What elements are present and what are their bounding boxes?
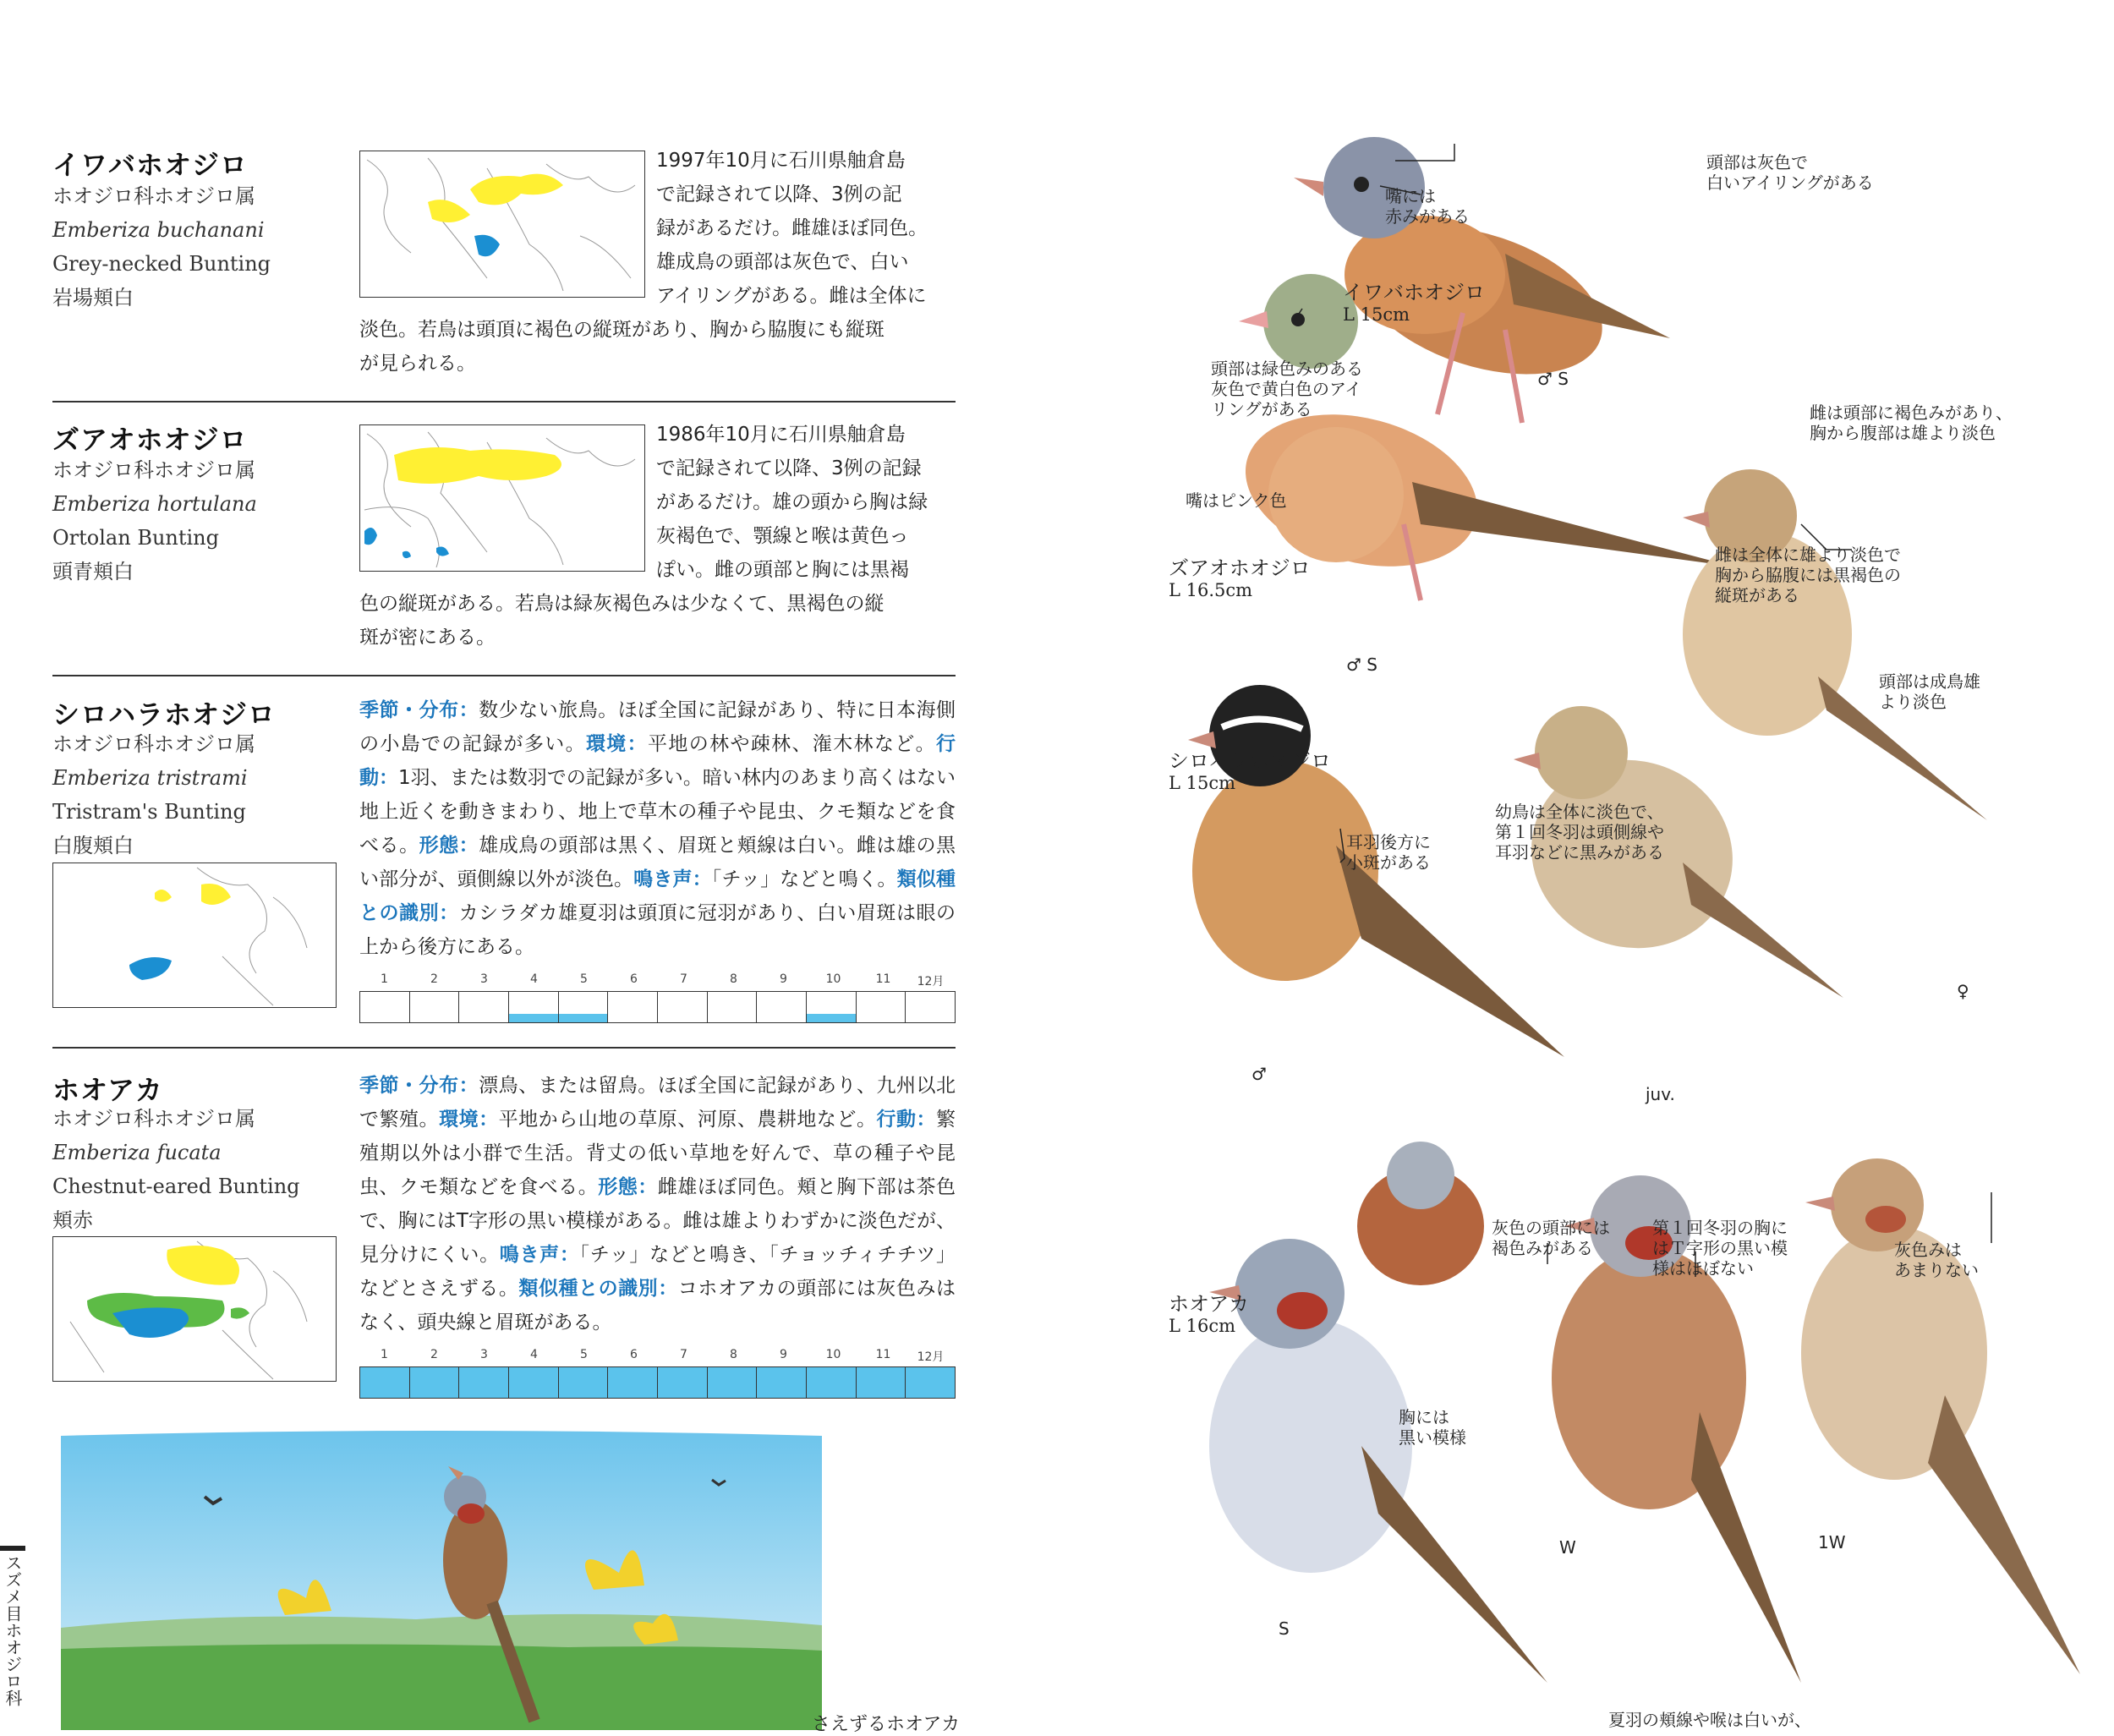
note-iwaba-bill: 嘴には 赤みがある <box>1385 186 1470 227</box>
latin-name: Emberiza buchanani <box>52 218 265 242</box>
note-shirohara-ear: 耳羽後方に 小斑がある <box>1346 832 1431 873</box>
note-iwaba-female: 雌は頭部に褐色みがあり、 胸から腹部は雄より淡色 <box>1810 403 2013 443</box>
kanji-name: 岩場頬白 <box>52 286 134 309</box>
section-divider <box>52 675 956 676</box>
species-name-zuao: ズアオホオジロ <box>52 424 248 456</box>
species-meta-zuao <box>52 453 257 589</box>
note-hoaka-summer: 夏羽の頬線や喉は白いが、 <box>1608 1710 1811 1730</box>
sex-label-male: ♂ <box>1251 1064 1267 1084</box>
range-map-hoaka <box>52 1236 337 1382</box>
bird-shirohara-female <box>1683 469 1987 820</box>
range-map-iwaba <box>359 151 645 298</box>
plumage-label-1w: 1W <box>1818 1532 1846 1553</box>
note-hoaka-1w-chest: 第１回冬羽の胸に はＴ字形の黒い模 様はほぼない <box>1652 1218 1788 1279</box>
latin-name: Emberiza tristrami <box>52 766 248 790</box>
kanji-name: 頭青頬白 <box>52 560 134 583</box>
description-zuao-cont: 色の縦斑がある。若鳥は緑灰褐色みは少なくて、黒褐色の縦 斑が密にある。 <box>359 593 884 649</box>
seasonal-calendar-hoaka <box>359 1348 956 1399</box>
month-grid <box>359 991 956 1023</box>
species-meta-hoaka <box>52 1102 300 1237</box>
note-iwaba-head: 頭部は灰色で 白いアイリングがある <box>1706 152 1874 193</box>
section-divider <box>52 401 956 403</box>
family-label: ホオジロ科ホオジロ属 <box>52 184 255 208</box>
age-label-juv: juv. <box>1646 1084 1675 1104</box>
month-grid <box>359 1366 956 1399</box>
species-meta-iwaba <box>52 179 271 315</box>
family-label: ホオジロ科ホオジロ属 <box>52 458 255 482</box>
plumage-label-w: W <box>1559 1537 1576 1558</box>
species-meta-shirohara <box>52 727 255 863</box>
section-divider <box>52 1047 956 1049</box>
bird-hoaka-s <box>1209 1239 1547 1683</box>
note-zuao-head: 頭部は緑色みのある 灰色で黄白色のアイ リングがある <box>1211 359 1363 419</box>
note-shirohara-juv: 幼鳥は全体に淡色で、 第１回冬羽は頭側線や 耳羽などに黒みがある <box>1495 802 1664 863</box>
description-hoaka: 季節・分布：漂鳥、または留鳥。ほぼ全国に記録があり、九州以北で繁殖。環境：平地から山地の草原、河原、農耕地など。行動：繁殖期以外は小群で生活。背丈の低い草地を好んで、草の種子や昆虫、クモ類などを食べる。形態：雌雄ほぼ同色。頬と胸下部は茶色で、胸にはT字形の黒い模様がある。雌は雄よりわずかに淡色だが、見分けにくい。鳴き声：「チッ」などと鳴き、「チョッチィチチツ」などとさえずる。類似種との識別：コホオアカの頭部には灰色みはなく、頭央線と眉斑がある。 <box>359 1075 956 1333</box>
english-name: Tristram's Bunting <box>52 800 246 824</box>
bird-hoaka-head-front <box>1357 1142 1484 1285</box>
plate-size-zuao: L 16.5cm <box>1169 580 1253 600</box>
family-label: ホオジロ科ホオジロ属 <box>52 1107 255 1131</box>
range-map-shirohara <box>52 863 337 1008</box>
note-shirohara-head: 頭部は成鳥雄 より淡色 <box>1879 671 1980 712</box>
plate-name-zuao: ズアオホオジロ <box>1169 556 1311 580</box>
latin-name: Emberiza fucata <box>52 1141 222 1164</box>
plate-size-iwaba: L 15cm <box>1343 304 1410 325</box>
plate-name-hoaka: ホオアカ <box>1169 1292 1250 1316</box>
illustration-caption: さえずるホオアカ <box>812 1714 961 1735</box>
occurrence-bar <box>509 1014 558 1022</box>
species-name-shirohara: シロハラホオジロ <box>52 698 277 731</box>
english-name: Ortolan Bunting <box>52 526 220 550</box>
sex-label-female: ♀ <box>1957 981 1969 1001</box>
singing-hoaka-illustration <box>61 1429 822 1730</box>
month-labels: 1 2 3 4 5 6 7 8 9 10 11 12月 <box>381 1348 945 1364</box>
bird-hoaka-1w <box>1801 1158 2080 1674</box>
plate-name-shirohara: シロハラホオジロ <box>1169 749 1331 773</box>
note-zuao-female: 雌は全体に雄より淡色で 胸から脇腹には黒褐色の 縦斑がある <box>1715 545 1901 605</box>
occurrence-bar <box>559 1014 608 1022</box>
side-section-label: スズメ目ホオジロ科 <box>0 1546 25 1706</box>
note-zuao-bill: 嘴はピンク色 <box>1186 490 1287 511</box>
plate-size-hoaka: L 16cm <box>1169 1316 1236 1336</box>
species-name-hoaka: ホオアカ <box>52 1074 163 1106</box>
family-label: ホオジロ科ホオジロ属 <box>52 732 255 756</box>
note-hoaka-gray: 灰色みは あまりない <box>1894 1240 1979 1280</box>
plate-name-iwaba: イワバホオジロ <box>1343 281 1485 304</box>
note-hoaka-chest: 胸には 黒い模様 <box>1399 1407 1466 1448</box>
sex-label: ♂ S <box>1346 654 1377 675</box>
species-name-iwaba: イワバホオジロ <box>52 149 249 181</box>
latin-name: Emberiza hortulana <box>52 492 257 516</box>
kanji-name: 白腹頬白 <box>52 834 134 857</box>
plate-size-shirohara: L 15cm <box>1169 773 1236 793</box>
sex-label: ♂ S <box>1537 369 1569 389</box>
plumage-label-s: S <box>1279 1618 1290 1639</box>
kanji-name: 頬赤 <box>52 1208 93 1232</box>
description-iwaba-cont: 淡色。若鳥は頭頂に褐色の縦斑があり、胸から脇腹にも縦斑 が見られる。 <box>359 319 884 375</box>
description-shirohara: 季節・分布：数少ない旅鳥。ほぼ全国に記録があり、特に日本海側の小島での記録が多い。環境：平地の林や疎林、潅木林など。行動：1羽、または数羽での記録が多い。暗い林内のあまり高くはない地上近くを動きまわり、地上で草木の種子や昆虫、クモ類などを食べる。形態：雄成鳥の頭部は黒く、眉斑と頬線は白い。雌は雄の黒い部分が、頭側線以外が淡色。鳴き声：「チッ」などと鳴く。類似種との識別：カシラダカ雄夏羽は頭頂に冠羽があり、白い眉斑は眼の上から後方にある。 <box>359 699 956 958</box>
seasonal-calendar-shirohara <box>359 972 956 1023</box>
english-name: Chestnut-eared Bunting <box>52 1175 300 1198</box>
occurrence-bar <box>807 1014 856 1022</box>
month-labels: 1 2 3 4 5 6 7 8 9 10 11 12月 <box>381 972 945 988</box>
range-map-zuao <box>359 424 645 572</box>
note-hoaka-gray-head: 灰色の頭部には 褐色みがある <box>1492 1218 1610 1258</box>
english-name: Grey-necked Bunting <box>52 252 271 276</box>
description-iwaba: 1997年10月に石川県舳倉島 で記録されて以降、3例の記 録があるだけ。雌雄ほぼ同色。 雄成鳥の頭部は灰色で、白い アイリングがある。雌は全体に <box>656 150 928 307</box>
description-zuao: 1986年10月に石川県舳倉島 で記録されて以降、3例の記録 があるだけ。雄の頭から胸は緑 灰褐色で、顎線と喉は黄色っ ぽい。雌の頭部と胸には黒褐 <box>656 424 928 581</box>
